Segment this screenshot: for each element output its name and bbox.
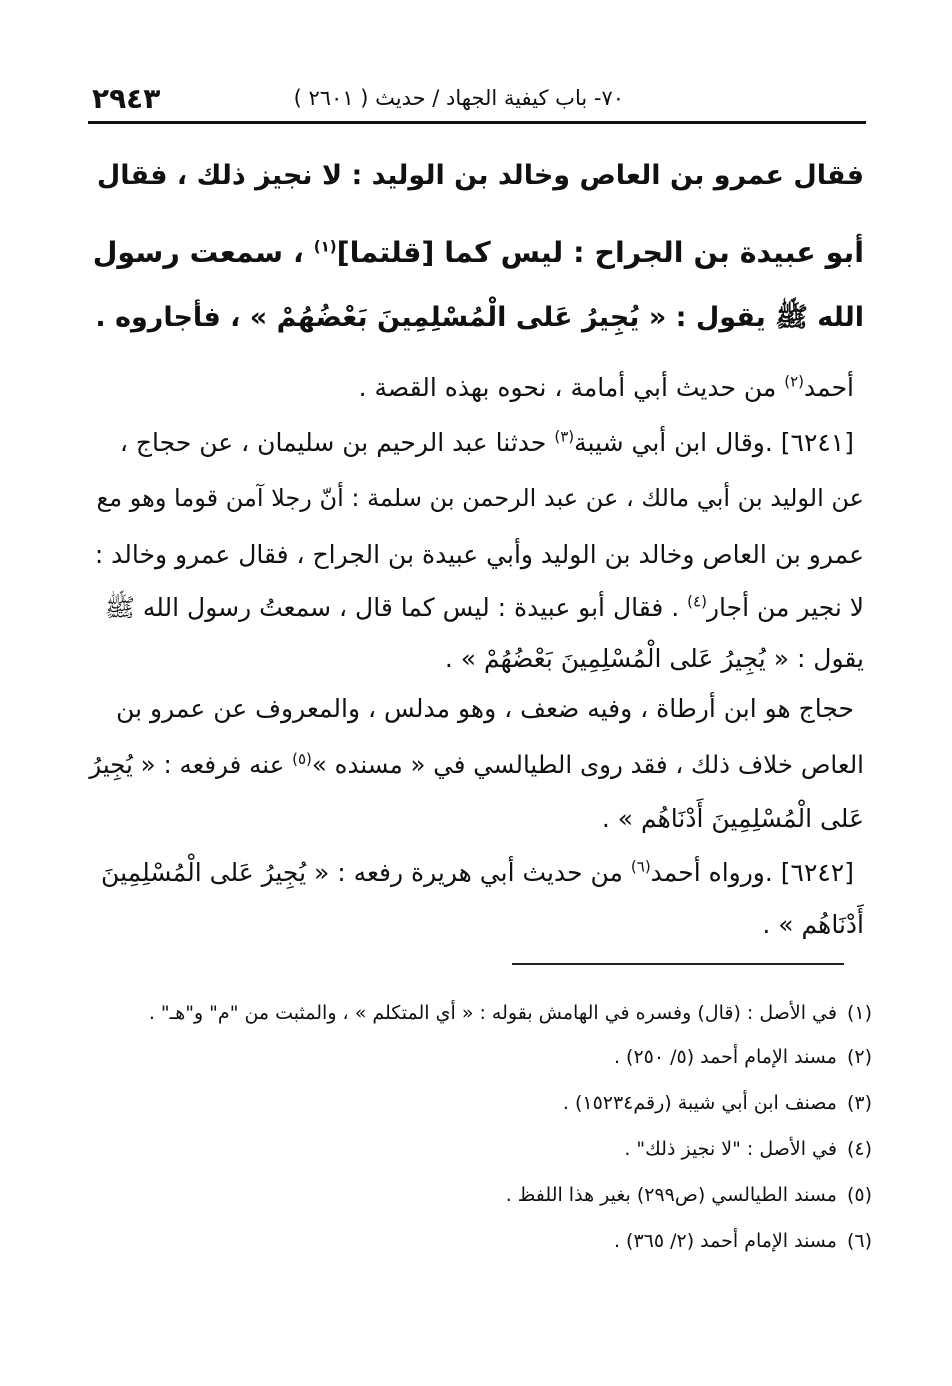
running-title: ٧٠- باب كيفية الجهاد / حديث ( ٢٦٠١ )	[293, 86, 624, 110]
main-text-line-3: الله ﷺ يقول : « يُجِيرُ عَلى الْمُسْلِمِينَ بَعْضُهُمْ » ، فأجاروه .	[95, 302, 864, 333]
para2-line-4	[105, 592, 864, 629]
footnote-ref: (٢)	[784, 372, 805, 391]
main-text-line-2	[93, 236, 864, 269]
main-text-line-2-part: ، سمعت رسول	[92, 236, 314, 269]
footnote-text: في الأصل : (قال) وفسره في الهامش بقوله : « أي المتكلم » ، والمثبت من "م" و"هـ" .	[148, 1002, 837, 1024]
footnote-ref: (٦)	[630, 857, 651, 876]
footnote-5	[506, 1184, 872, 1206]
para4-line-1	[101, 858, 854, 887]
para2-text: حدثنا عبد الرحيم بن سليمان ، عن حجاج ،	[119, 428, 555, 457]
para2-line-2: عن الوليد بن أبي مالك ، عن عبد الرحمن بن سلمة : أنّ رجلا آمن قوما وهو مع	[96, 484, 864, 512]
footnote-number: (٥)	[846, 1184, 872, 1206]
footnote-text: في الأصل : "لا نجيز ذلك" .	[624, 1138, 837, 1160]
para2-text: لا نجير من أجار	[706, 593, 864, 622]
para2-text: [٦٢٤١] .وقال ابن أبي شيبة	[574, 428, 854, 457]
para1-text: من حديث أبي أمامة ، نحوه بهذه القصة .	[358, 373, 785, 402]
footnote-number: (٢)	[846, 1046, 872, 1068]
para4-text: [٦٢٤٢] .ورواه أحمد	[650, 858, 854, 887]
footnote-number: (١)	[846, 1002, 872, 1024]
main-text-line-2-part: أبو عبيدة بن الجراح : ليس كما [قلتما]	[336, 236, 864, 269]
footnote-ref: (١)	[313, 237, 337, 256]
para3-line-1: حجاج هو ابن أرطاة ، وفيه ضعف ، وهو مدلس ، والمعروف عن عمرو بن	[116, 694, 854, 723]
footnote-text: مسند الإمام أحمد (٢/ ٣٦٥) .	[613, 1230, 837, 1252]
footnote-number: (٣)	[846, 1092, 872, 1114]
footnote-text: مصنف ابن أبي شيبة (رقم١٥٢٣٤) .	[562, 1092, 837, 1114]
para2-line-5: يقول : « يُجِيرُ عَلى الْمُسْلِمِينَ بَعْضُهُمْ » .	[444, 644, 864, 673]
para2-line-3: عمرو بن العاص وخالد بن الوليد وأبي عبيدة بن الجراح ، فقال عمرو وخالد :	[94, 540, 864, 569]
para4-line-2: أَدْنَاهُم » .	[762, 910, 864, 939]
footnote-text: مسند الطيالسي (ص٢٩٩) بغير هذا اللفظ .	[505, 1184, 837, 1206]
footnote-1	[149, 1002, 872, 1024]
para3-line-2	[89, 750, 864, 779]
header-divider	[88, 121, 866, 124]
footnote-4	[624, 1138, 872, 1160]
para3-text: العاص خلاف ذلك ، فقد روى الطيالسي في « مسنده »	[311, 750, 864, 779]
footnote-text: مسند الإمام أحمد (٥/ ٢٥٠) .	[613, 1046, 837, 1068]
para4-text: من حديث أبي هريرة رفعه : « يُجِيرُ عَلى الْمُسْلِمِينَ	[101, 858, 631, 887]
footnote-divider	[512, 963, 844, 965]
footnote-ref: (٤)	[687, 592, 707, 611]
para1-line	[359, 373, 854, 402]
footnote-ref: (٥)	[292, 749, 312, 768]
footnote-6	[614, 1230, 872, 1252]
footnote-3	[563, 1092, 872, 1114]
para3-line-3: عَلى الْمُسْلِمِينَ أَدْنَاهُم » .	[601, 804, 864, 833]
page-header	[92, 82, 864, 116]
footnote-2	[614, 1046, 872, 1068]
para2-line-1	[120, 428, 854, 457]
main-text-line-1: فقال عمرو بن العاص وخالد بن الوليد : لا نجيز ذلك ، فقال	[96, 160, 864, 191]
para3-text: عنه فرفعه : « يُجِيرُ	[89, 750, 293, 779]
para2-text: . فقال أبو عبيدة : ليس كما قال ، سمعتُ رسول الله ﷺ	[104, 593, 688, 622]
footnote-ref: (٣)	[554, 427, 575, 446]
footnote-number: (٤)	[846, 1138, 872, 1160]
page-number: ٢٩٤٣	[92, 82, 161, 115]
footnote-number: (٦)	[846, 1230, 872, 1252]
para1-text: أحمد	[804, 373, 854, 402]
